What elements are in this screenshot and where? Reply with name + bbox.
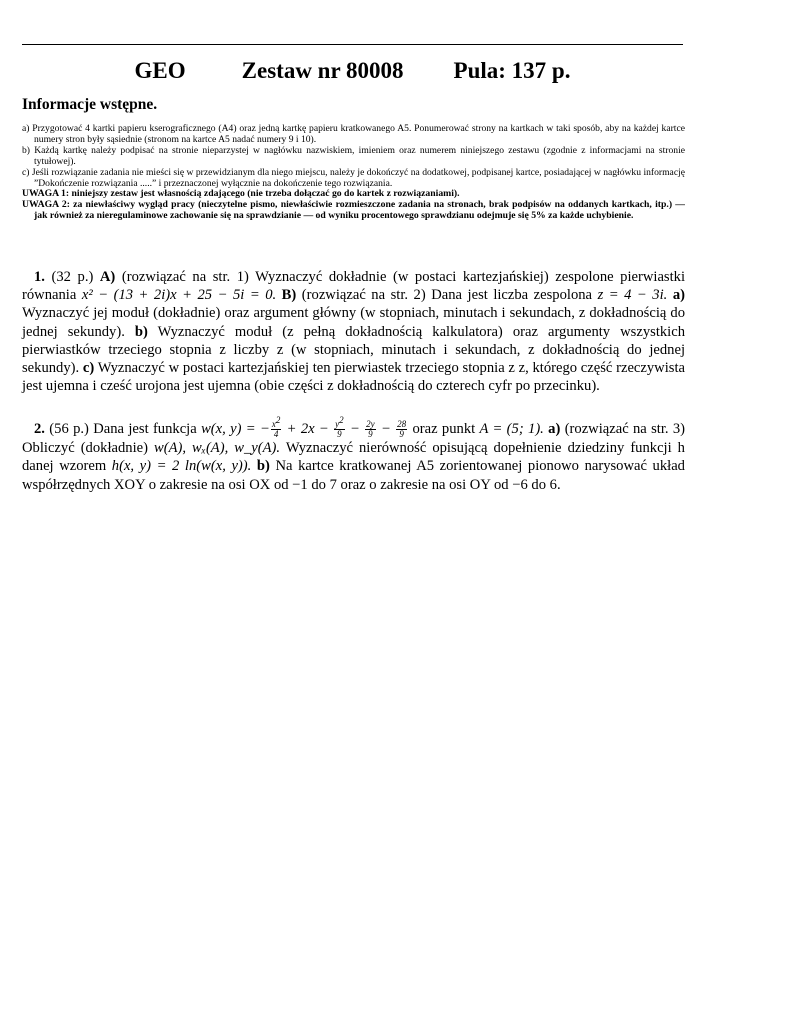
task-1-z-value: z = 4 − 3i. [597,287,668,304]
task-2 [22,415,686,494]
task-1-c-text: Wyznaczyć w postaci kartezjańskiej ten pierwiastek trzeciego stopnia z z, którego część rzeczywista jest ujemna i cześć urojona jest ujemna (obie części z dokładnością do czterech cyfr po przecinku). [22,360,685,395]
task-1-part-b-text: (rozwiązać na str. 2) Dana jest liczba zespolona [301,287,593,304]
instruction-c: c) Jeśli rozwiązanie zadania nie mieści się w przewidzianym dla niego miejscu, należy je dokończyć na dodatkowej, podpisanej kartce, posiadającej w nagłówku informację ”Dokończenie rozwiązania .....” i przeznaczonej wyłącznie na dokończenie tego rozwiązania. [22,166,685,189]
task-1-part-a-label: A) [99,269,116,285]
task-2-points: (56 p.) [49,421,89,437]
task-1-number: 1. [34,269,45,285]
task-1-points: (32 p.) [51,269,94,285]
instruction-b: b) Każdą kartkę należy podpisać na stronie nieparzystej w nagłówku nazwiskiem, imieniem oraz numerem niniejszego zestawu (zgodnie z informacjami na stronie tytułowej). [22,144,685,167]
instructions [22,124,685,222]
page-title [22,58,683,84]
task-2-a-text2: Wyznaczyć nierówność opisującą dopełnienie dziedziny funkcji h danej wzorem [22,440,685,475]
task-1-b-label: b) [134,323,148,340]
set-number: Zestaw nr 80008 [241,58,404,83]
points-pool: Pula: 137 p. [453,58,571,83]
warning-2: UWAGA 2: za niewłaściwy wygląd pracy (nieczytelne pismo, niewłaściwie rozmieszczone zadania na stronach, brak podpisów na oddanych kartkach, itp.) — jak również za nieregulaminowe zachowanie się na sprawdzianie — od wyniku procentowego sprawdzianu odejmuje się 5% za każde uchybienie. [22,199,685,222]
task-1-part-b-label: B) [281,287,297,304]
task-1-equation: x² − (13 + 2i)x + 25 − 5i = 0. [81,287,277,304]
task-2-intro: Dana jest funkcja [93,421,197,437]
task-2-b-text: Na kartce kratkowanej A5 zorientowanej pionowo narysować układ współrzędnych XOY o zakresie na osi OX od −1 do 7 oraz o zakresie na osi OY od −6 do 6. [22,458,685,493]
task-2-a-text: (rozwiązać na str. 3) Obliczyć (dokładnie) [22,421,686,457]
task-2-a-label: a) [548,421,561,437]
task-1-part-a-text: (rozwiązać na str. 1) Wyznaczyć dokładnie (w postaci kartezjańskiej) zespolone pierwiastki równania [22,269,686,304]
task-1 [22,268,685,395]
warning-1: UWAGA 1: niniejszy zestaw jest własnością zdającego (nie trzeba dołączać go do kartek z rozwiązaniami). [22,188,460,200]
task-2-a-values: w(A), wₓ(A), w_y(A). [154,440,281,457]
task-2-after-function: oraz punkt [412,421,476,437]
task-2-function-formula: w(x, y) = − $\frac{x^2}{4}$ + 2x − $\frac{y^2}{9}$ − $\frac{2y}{9}$ − $\frac{28}{9}$ [201,415,407,440]
task-1-a-label: a) [672,287,686,304]
instruction-a: a) Przygotować 4 kartki papieru kserograficznego (A4) oraz jedną kartkę papieru kratkowanego A5. Ponumerować strony na kartkach w taki sposób, aby na każdej kartce numery stron były sąsiednie (stronom na kartce A5 nadać numery 9 i 10). [22,123,685,145]
task-1-a-text: Wyznaczyć jej moduł (dokładnie) oraz argument główny (w stopniach, minutach i sekundach, z dokładnością do jednej sekundy). [22,305,685,340]
task-2-h-definition: h(x, y) = 2 ln(w(x, y)). [111,458,252,475]
info-heading: Informacje wstępne. [22,96,158,113]
task-2-point: A = (5; 1). [479,421,544,437]
task-2-number: 2. [34,421,45,437]
task-1-c-label: c) [82,360,95,377]
top-rule [22,44,683,45]
subject-label: GEO [134,58,186,83]
task-2-b-label: b) [256,458,270,475]
task-1-b-text: Wyznaczyć moduł (z pełną dokładnością kalkulatora) oraz argumenty wszystkich pierwiastków trzeciego stopnia z liczby z (w stopniach, minutach i sekundach, z dokładnością do jednej sekundy). [22,323,685,377]
